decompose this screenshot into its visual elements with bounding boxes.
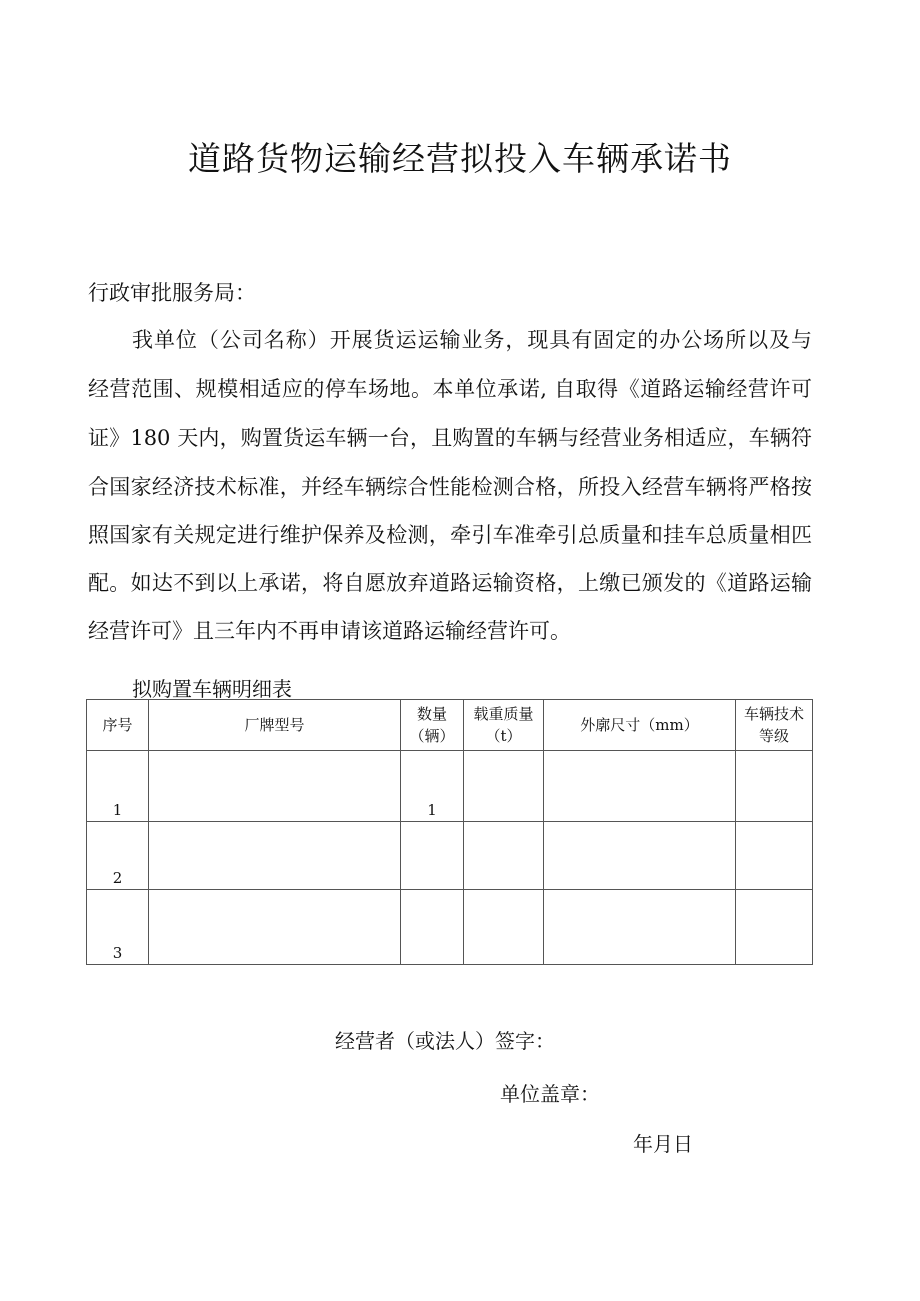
- cell-load-mass[interactable]: [464, 890, 544, 965]
- cell-brand-model[interactable]: [149, 822, 401, 890]
- header-quantity-label: 数量（辆）: [409, 705, 455, 745]
- cell-dimensions[interactable]: [544, 751, 736, 822]
- table-header-row: [87, 700, 813, 751]
- cell-dimensions[interactable]: [544, 822, 736, 890]
- cell-quantity[interactable]: 1: [401, 751, 464, 822]
- header-brand-model: 厂牌型号: [149, 700, 401, 751]
- table-row: [87, 890, 813, 965]
- header-quantity: [401, 700, 464, 751]
- operator-signature-label: 经营者（或法人）签字：: [335, 1029, 555, 1053]
- table-caption: 拟购置车辆明细表: [132, 677, 292, 701]
- cell-brand-model[interactable]: [149, 890, 401, 965]
- header-index: 序号: [87, 700, 149, 751]
- cell-quantity[interactable]: [401, 890, 464, 965]
- paragraph-line: 证》180 天内，购置货运车辆一台，且购置的车辆与经营业务相适应，车辆符: [88, 426, 812, 450]
- paragraph-line: 经营范围、规模相适应的停车场地。本单位承诺, 自取得《道路运输经营许可: [88, 377, 812, 401]
- cell-load-mass[interactable]: [464, 822, 544, 890]
- cell-index: 2: [87, 822, 149, 890]
- paragraph-line: 照国家有关规定进行维护保养及检测，牵引车准牵引总质量和挂车总质量相匹: [88, 523, 812, 547]
- cell-tech-grade[interactable]: [736, 751, 813, 822]
- paragraph-line: 经营许可》且三年内不再申请该道路运输经营许可。: [88, 619, 571, 643]
- cell-dimensions[interactable]: [544, 890, 736, 965]
- cell-tech-grade[interactable]: [736, 890, 813, 965]
- cell-index: 3: [87, 890, 149, 965]
- header-tech-grade: 车辆技术 等级: [736, 700, 813, 751]
- header-load-mass-label: 载重质量（t）: [473, 705, 534, 745]
- company-seal-label: 单位盖章：: [500, 1082, 600, 1106]
- paragraph-line: 我单位（公司名称）开展货运运输业务，现具有固定的办公场所以及与: [132, 328, 812, 352]
- cell-load-mass[interactable]: [464, 751, 544, 822]
- paragraph-line: 合国家经济技术标准，并经车辆综合性能检测合格，所投入经营车辆将严格按: [88, 475, 812, 499]
- paragraph-line: 配。如达不到以上承诺，将自愿放弃道路运输资格，上缴已颁发的《道路运输: [88, 571, 812, 595]
- cell-index: 1: [87, 751, 149, 822]
- date-label: 年月日: [633, 1132, 693, 1156]
- cell-brand-model[interactable]: [149, 751, 401, 822]
- header-load-mass: [464, 700, 544, 751]
- salutation: 行政审批服务局：: [88, 281, 256, 305]
- document-title: 道路货物运输经营拟投入车辆承诺书: [188, 139, 732, 178]
- table-row: [87, 822, 813, 890]
- table-row: [87, 751, 813, 822]
- vehicle-detail-table: [86, 699, 813, 965]
- cell-tech-grade[interactable]: [736, 822, 813, 890]
- header-dimensions: 外廓尺寸（mm）: [544, 700, 736, 751]
- cell-quantity[interactable]: [401, 822, 464, 890]
